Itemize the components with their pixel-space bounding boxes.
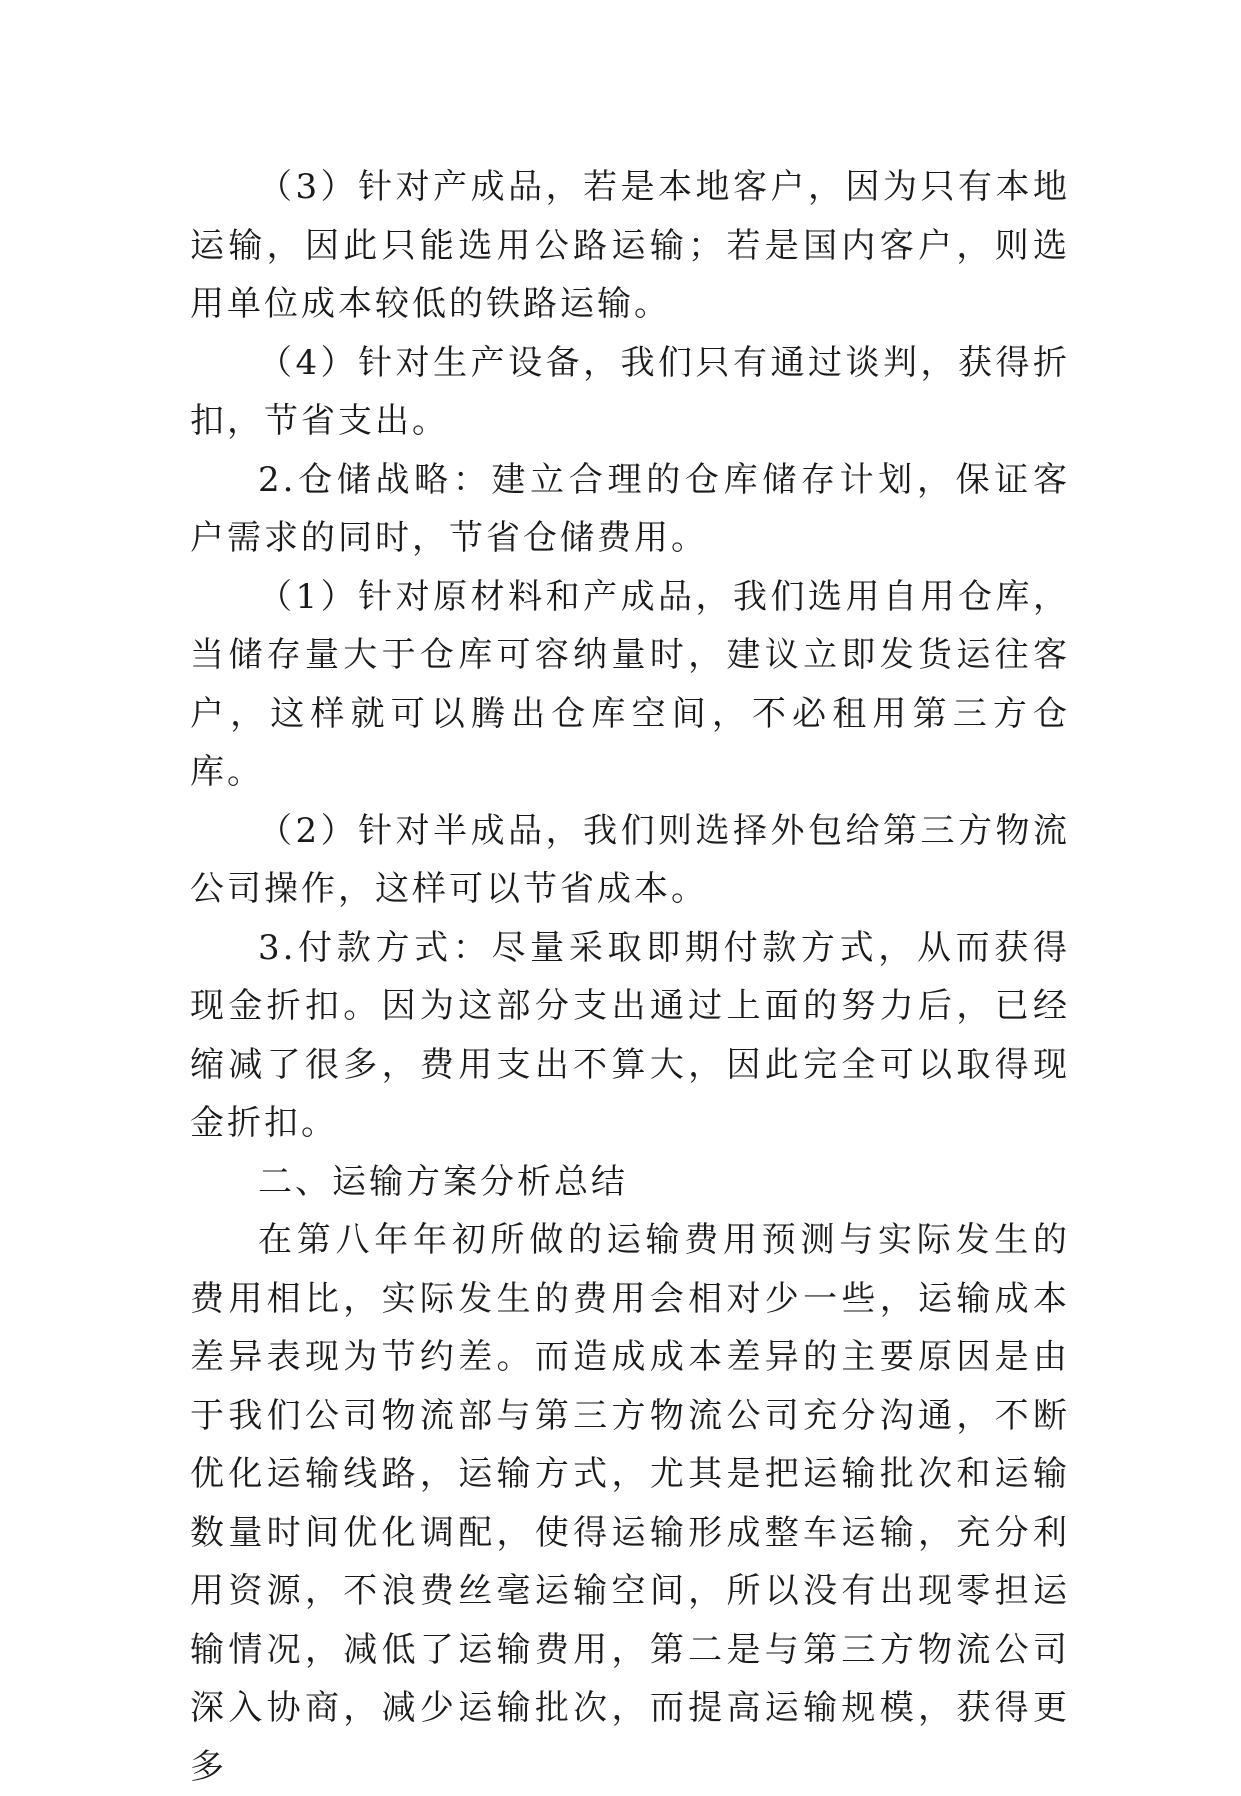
paragraph-semi-finished-outsourcing: （2）针对半成品，我们则选择外包给第三方物流公司操作，这样可以节省成本。 — [190, 810, 1070, 909]
paragraph-finished-goods-transport: （3）针对产成品，若是本地客户，因为只有本地运输，因此只能选用公路运输；若是国内客户，则选用单位成本较低的铁路运输。 — [190, 167, 1070, 324]
paragraph-production-equipment: （4）针对生产设备，我们只有通过谈判，获得折扣，节省支出。 — [190, 342, 1070, 441]
section-heading-transport-summary: 二、运输方案分析总结 — [258, 1161, 628, 1202]
document-body — [190, 158, 1070, 1796]
paragraph-transport-cost-analysis: 在第八年年初所做的运输费用预测与实际发生的费用相比，实际发生的费用会相对少一些，运输成本差异表现为节约差。而造成成本差异的主要原因是由于我们公司物流部与第三方物流公司充分沟通，不断优化运输线路，运输方式，尤其是把运输批次和运输数量时间优化调配，使得运输形成整车运输，充分利用资源，不浪费丝毫运输空间，所以没有出现零担运输情况，减低了运输费用，第二是与第三方物流公司深入协商，减少运输批次，而提高运输规模，获得更多 — [190, 1220, 1070, 1787]
paragraph-raw-materials-storage: （1）针对原材料和产成品，我们选用自用仓库，当储存量大于仓库可容纳量时，建议立即发货运往客户，这样就可以腾出仓库空间，不必租用第三方仓库。 — [190, 576, 1070, 792]
paragraph-warehousing-strategy: 2.仓储战略：建立合理的仓库储存计划，保证客户需求的同时，节省仓储费用。 — [190, 459, 1070, 558]
paragraph-payment-method: 3.付款方式：尽量采取即期付款方式，从而获得现金折扣。因为这部分支出通过上面的努力后，已经缩减了很多，费用支出不算大，因此完全可以取得现金折扣。 — [190, 927, 1070, 1143]
